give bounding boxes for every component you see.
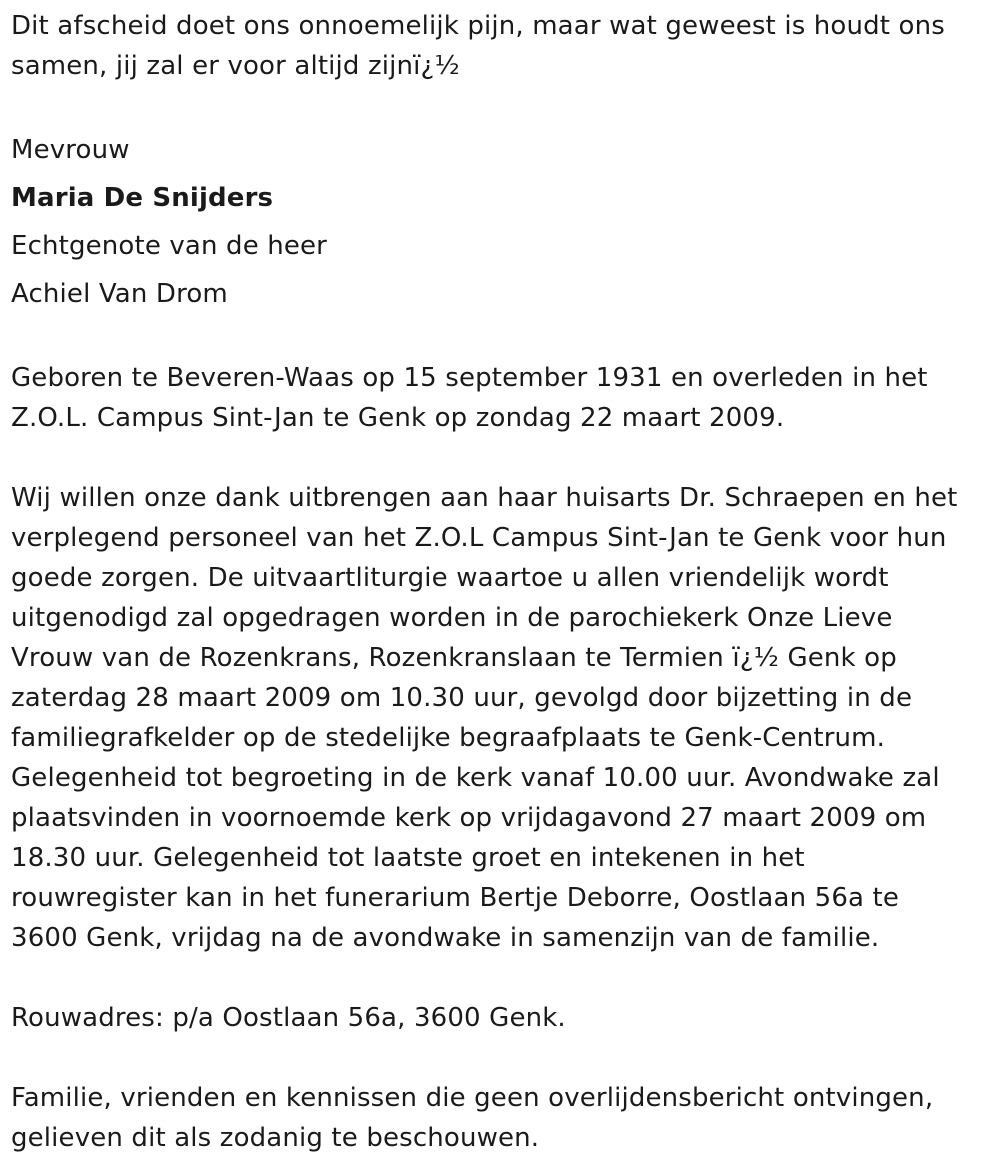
text-line: Wij willen onze dank uitbrengen aan haar huisarts Dr. Schraepen en het <box>11 483 958 513</box>
text-line: plaatsvinden in voornoemde kerk op vrijdagavond 27 maart 2009 om <box>11 803 927 833</box>
text-line: Gelegenheid tot begroeting in de kerk vanaf 10.00 uur. Avondwake zal <box>11 763 940 793</box>
text-line: rouwregister kan in het funerarium Bertje Deborre, Oostlaan 56a te <box>11 883 900 913</box>
text-line: 18.30 uur. Gelegenheid tot laatste groet en intekenen in het <box>11 843 805 873</box>
deceased-name: Maria De Snijders <box>11 183 274 213</box>
text-line: familiegrafkelder op de stedelijke begraafplaats te Genk-Centrum. <box>11 723 886 753</box>
text-line: Geboren te Beveren-Waas op 15 september 1931 en overleden in het <box>11 363 928 393</box>
text-line: zaterdag 28 maart 2009 om 10.30 uur, gevolgd door bijzetting in de <box>11 683 913 713</box>
text-line: Familie, vrienden en kennissen die geen overlijdensbericht ontvingen, <box>11 1083 934 1113</box>
text-line: verplegend personeel van het Z.O.L Campus Sint-Jan te Genk voor hun <box>11 523 947 553</box>
text-line: 3600 Genk, vrijdag na de avondwake in samenzijn van de familie. <box>11 923 880 953</box>
deceased-relation: Echtgenote van de heer <box>11 231 328 261</box>
obituary-document <box>11 6 986 1158</box>
text-line: samen, jij zal er voor altijd zijnï¿½ <box>11 51 460 81</box>
text-line: Vrouw van de Rozenkrans, Rozenkranslaan te Termien ï¿½ Genk op <box>11 643 897 673</box>
text-line: gelieven dit als zodanig te beschouwen. <box>11 1123 540 1153</box>
closing-note <box>11 1078 986 1158</box>
mourning-address <box>11 998 986 1038</box>
text-line: goede zorgen. De uitvaartliturgie waartoe u allen vriendelijk wordt <box>11 563 889 593</box>
text-line: Z.O.L. Campus Sint-Jan te Genk op zondag 22 maart 2009. <box>11 403 785 433</box>
funeral-details-paragraph <box>11 478 986 958</box>
text-line: Dit afscheid doet ons onnoemelijk pijn, maar wat geweest is houdt ons <box>11 11 945 41</box>
text-line: uitgenodigd zal opgedragen worden in de parochiekerk Onze Lieve <box>11 603 893 633</box>
deceased-block <box>11 126 986 318</box>
text-line: Rouwadres: p/a Oostlaan 56a, 3600 Genk. <box>11 1003 566 1033</box>
spouse-name: Achiel Van Drom <box>11 279 228 309</box>
birth-death-paragraph <box>11 358 986 438</box>
deceased-title: Mevrouw <box>11 135 130 165</box>
opening-quote <box>11 6 986 86</box>
